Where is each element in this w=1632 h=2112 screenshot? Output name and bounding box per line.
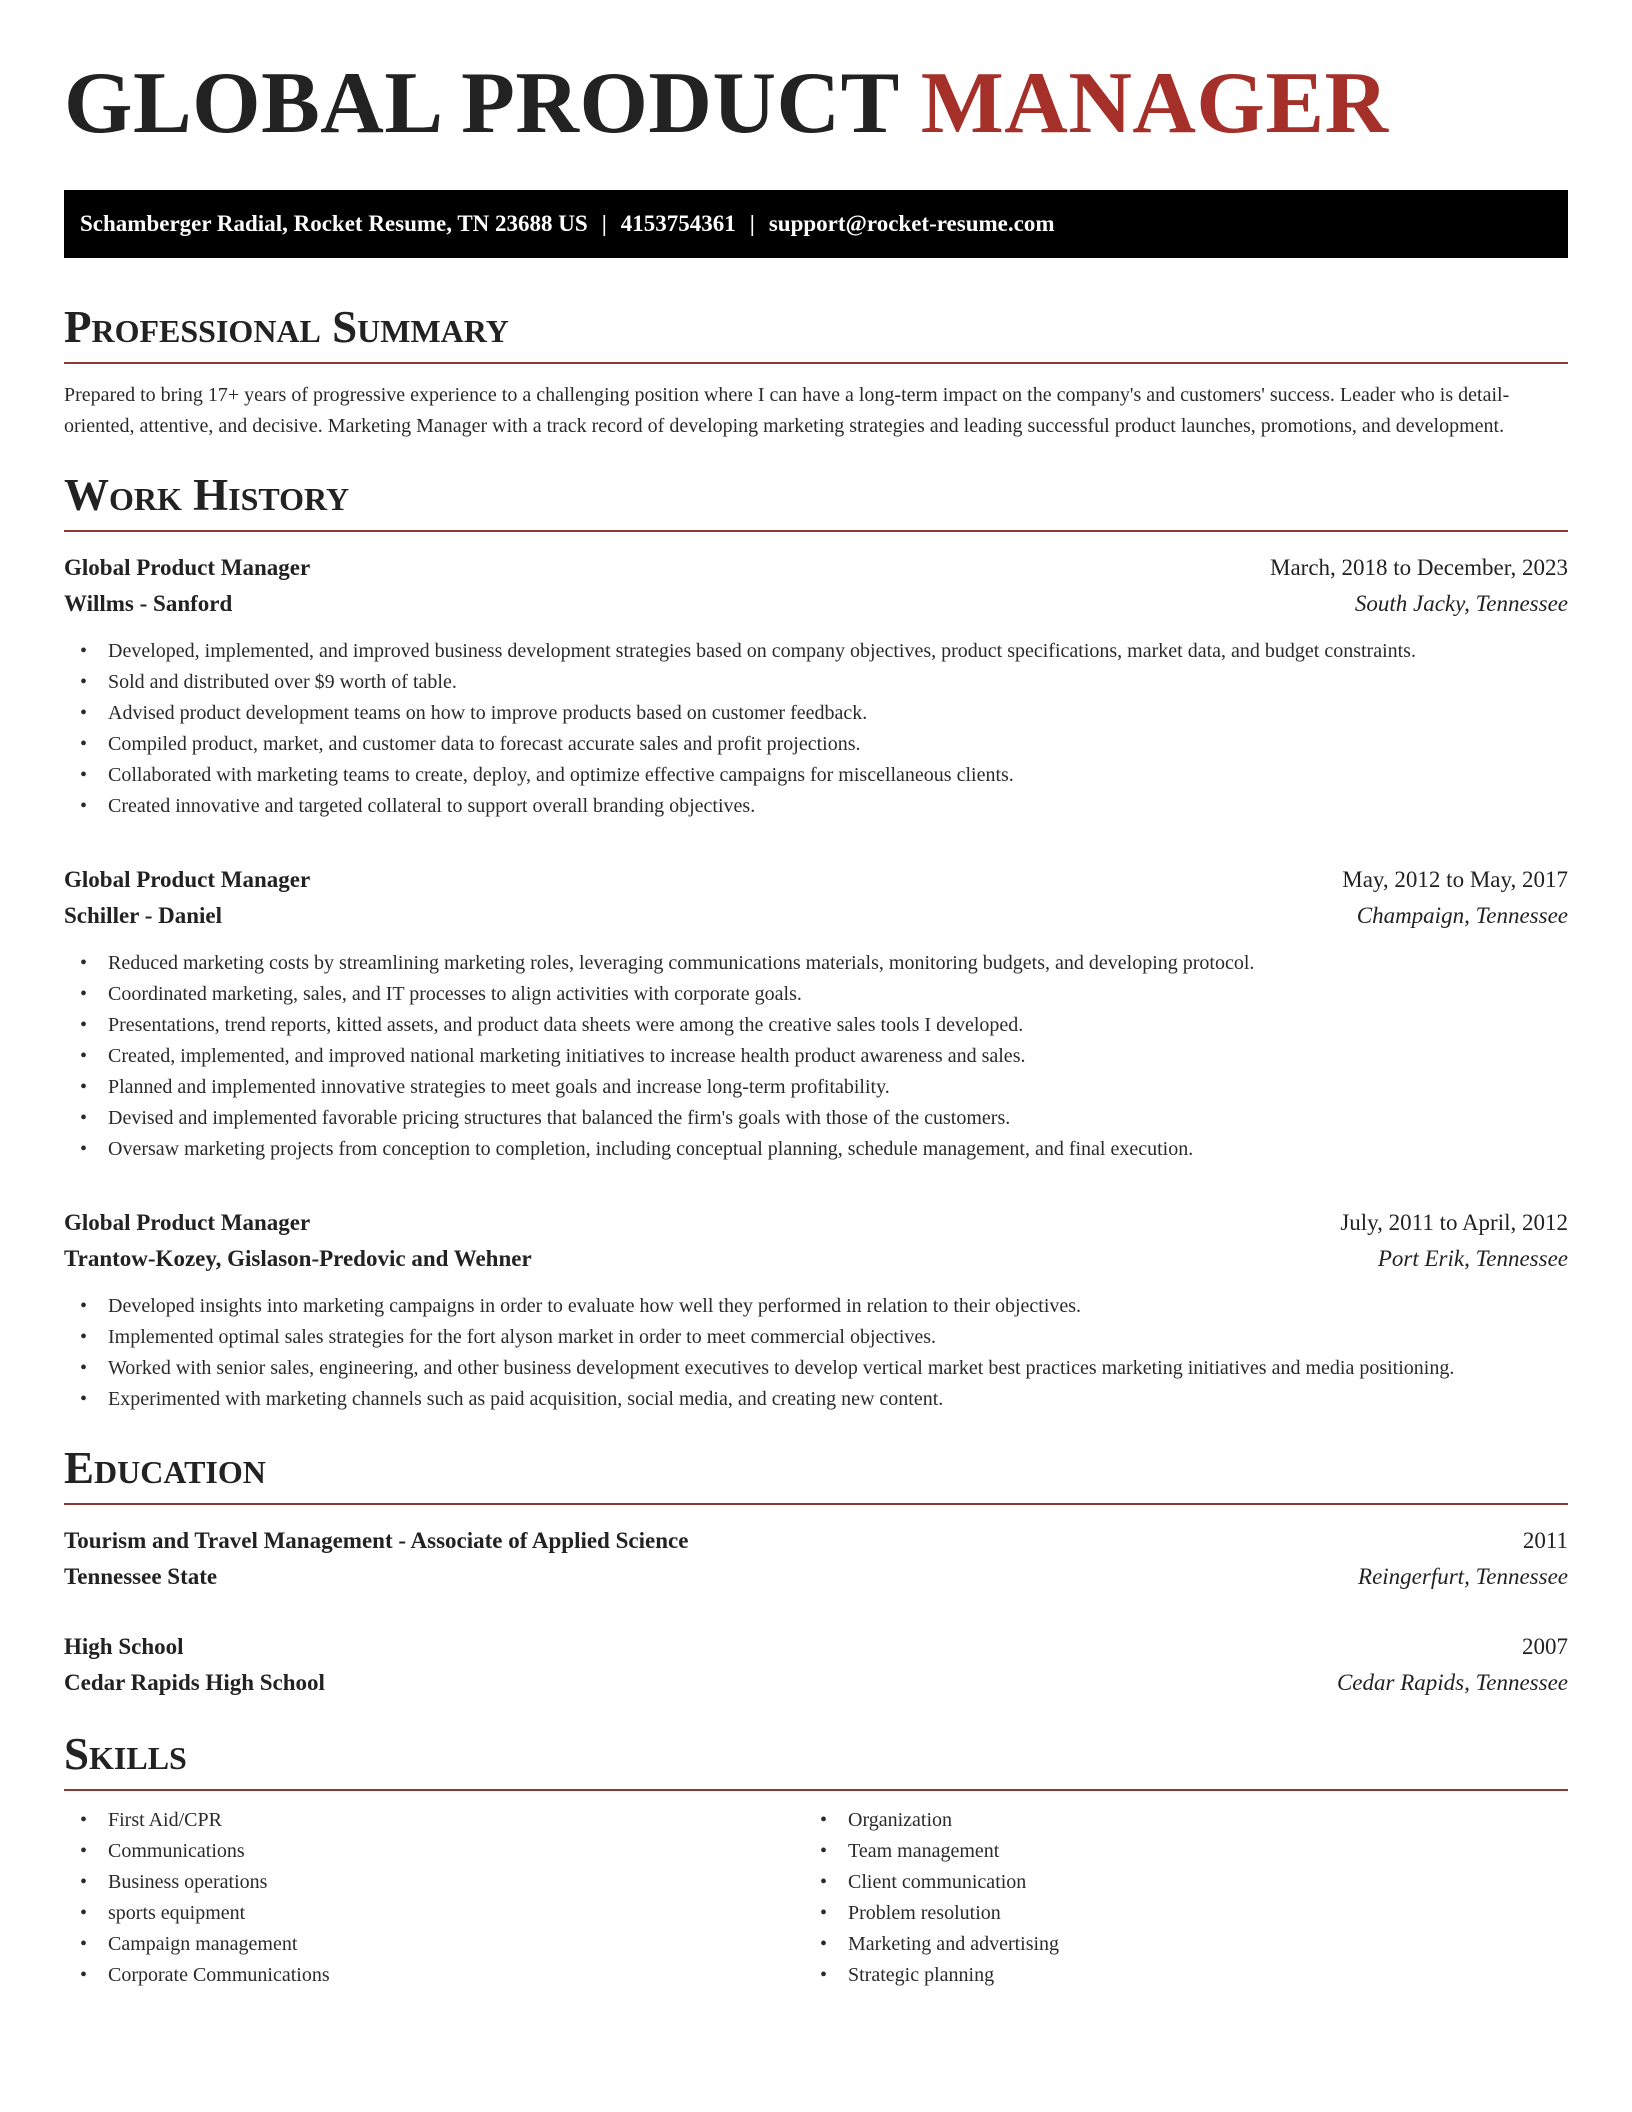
education-location: Cedar Rapids, Tennessee bbox=[1336, 1670, 1568, 1695]
list-item: • Organization bbox=[820, 1805, 1544, 1836]
list-item: • Implemented optimal sales strategies for the fort alyson market in order to meet commercial objectives. bbox=[80, 1322, 1568, 1353]
list-item: • Devised and implemented favorable pricing structures that balanced the firm's goals with those of the customers. bbox=[80, 1103, 1568, 1134]
bullet-icon: • bbox=[80, 1902, 88, 1924]
job-title: Global Product Manager bbox=[64, 1210, 311, 1235]
list-item: • Created innovative and targeted collateral to support overall branding objectives. bbox=[80, 791, 1568, 822]
bullet-icon: • bbox=[80, 1871, 88, 1893]
bullet-icon: • bbox=[820, 1871, 828, 1893]
list-item: • Worked with senior sales, engineering, and other business development executives to develop vertical market best practices marketing initiatives and media positioning. bbox=[80, 1353, 1568, 1384]
contact-email: support@rocket-resume.com bbox=[768, 211, 1055, 236]
list-item: • Sold and distributed over $9 worth of table. bbox=[80, 667, 1568, 698]
list-item: • Coordinated marketing, sales, and IT processes to align activities with corporate goals. bbox=[80, 979, 1568, 1010]
education-school: Cedar Rapids High School bbox=[64, 1670, 325, 1695]
education-heading: Education bbox=[64, 1443, 266, 1493]
work-history-heading: Work History bbox=[64, 470, 350, 520]
job-dates: May, 2012 to May, 2017 bbox=[1342, 867, 1568, 892]
bullet-icon: • bbox=[80, 1933, 88, 1955]
title-main: GLOBAL PRODUCT bbox=[64, 55, 899, 152]
bullet-icon: • bbox=[80, 702, 88, 724]
job-dates: March, 2018 to December, 2023 bbox=[1270, 555, 1568, 580]
summary-heading: Professional Summary bbox=[64, 302, 509, 352]
bullet-icon: • bbox=[80, 1295, 88, 1317]
list-item: • Reduced marketing costs by streamlining marketing roles, leveraging communications materials, monitoring budgets, and developing protocol. bbox=[80, 948, 1568, 979]
job-entry bbox=[64, 1205, 1568, 1415]
list-item: • Marketing and advertising bbox=[820, 1929, 1544, 1960]
job-header-row bbox=[64, 1205, 1568, 1241]
contact-separator: | bbox=[749, 211, 755, 236]
list-item: • Developed, implemented, and improved business development strategies based on company objectives, product specifications, market data, and budget constraints. bbox=[80, 636, 1568, 667]
list-item: • Corporate Communications bbox=[80, 1960, 804, 1991]
list-item: • sports equipment bbox=[80, 1898, 804, 1929]
list-item: • Communications bbox=[80, 1836, 804, 1867]
bullet-icon: • bbox=[820, 1840, 828, 1862]
education-year: 2007 bbox=[1522, 1634, 1568, 1659]
bullet-icon: • bbox=[80, 1388, 88, 1410]
job-company: Trantow-Kozey, Gislason-Predovic and Wehner bbox=[64, 1246, 532, 1271]
job-company-row bbox=[64, 1241, 1568, 1277]
job-header-row bbox=[64, 862, 1568, 898]
bullet-icon: • bbox=[80, 764, 88, 786]
list-item: • Planned and implemented innovative strategies to meet goals and increase long-term profitability. bbox=[80, 1072, 1568, 1103]
bullet-icon: • bbox=[80, 1809, 88, 1831]
job-company-row bbox=[64, 586, 1568, 622]
job-company-row bbox=[64, 898, 1568, 934]
education-school-row bbox=[64, 1665, 1568, 1701]
job-title: Global Product Manager bbox=[64, 555, 311, 580]
contact-address: Schamberger Radial, Rocket Resume, TN 23688 US bbox=[80, 211, 588, 236]
bullet-icon: • bbox=[80, 1014, 88, 1036]
job-entry bbox=[64, 862, 1568, 1165]
bullet-icon: • bbox=[80, 640, 88, 662]
job-company: Willms - Sanford bbox=[64, 591, 233, 616]
contact-separator: | bbox=[601, 211, 607, 236]
list-item: • Strategic planning bbox=[820, 1960, 1544, 1991]
education-degree-row bbox=[64, 1523, 1568, 1559]
job-location: Port Erik, Tennessee bbox=[1377, 1246, 1568, 1271]
skills-heading: Skills bbox=[64, 1729, 187, 1779]
summary-text: Prepared to bring 17+ years of progressive experience to a challenging position where I can have a long-term impact on the company's and customers' success. Leader who is detail-oriented, attentive, and decisive. Marketing Manager with a track record of developing marketing strategies and leading successful product launches, promotions, and development. bbox=[64, 384, 1510, 437]
bullet-icon: • bbox=[820, 1902, 828, 1924]
skills-grid bbox=[64, 1805, 1568, 1991]
education-degree-row bbox=[64, 1629, 1568, 1665]
job-location: South Jacky, Tennessee bbox=[1354, 591, 1568, 616]
contact-bar bbox=[64, 190, 1568, 258]
job-entry bbox=[64, 550, 1568, 822]
title-accent: MANAGER bbox=[920, 55, 1389, 152]
bullet-icon: • bbox=[80, 1076, 88, 1098]
skills-list bbox=[804, 1805, 1544, 1991]
job-title: Global Product Manager bbox=[64, 867, 311, 892]
bullet-icon: • bbox=[80, 795, 88, 817]
bullet-icon: • bbox=[80, 1045, 88, 1067]
job-bullets bbox=[64, 1291, 1568, 1415]
education-school-row bbox=[64, 1559, 1568, 1595]
contact-phone: 4153754361 bbox=[620, 211, 736, 236]
section-divider bbox=[64, 1789, 1568, 1791]
bullet-icon: • bbox=[80, 983, 88, 1005]
list-item: • Client communication bbox=[820, 1867, 1544, 1898]
bullet-icon: • bbox=[80, 1107, 88, 1129]
bullet-icon: • bbox=[80, 1357, 88, 1379]
list-item: • Problem resolution bbox=[820, 1898, 1544, 1929]
education-degree: Tourism and Travel Management - Associate of Applied Science bbox=[64, 1528, 689, 1553]
skills-column-left bbox=[64, 1805, 804, 1991]
section-divider bbox=[64, 362, 1568, 364]
bullet-icon: • bbox=[820, 1809, 828, 1831]
skills-section bbox=[64, 1729, 1568, 1991]
education-degree: High School bbox=[64, 1634, 184, 1659]
list-item: • Collaborated with marketing teams to create, deploy, and optimize effective campaigns for miscellaneous clients. bbox=[80, 760, 1568, 791]
bullet-icon: • bbox=[80, 1326, 88, 1348]
education-year: 2011 bbox=[1522, 1528, 1568, 1553]
section-divider bbox=[64, 530, 1568, 532]
list-item: • First Aid/CPR bbox=[80, 1805, 804, 1836]
bullet-icon: • bbox=[80, 1138, 88, 1160]
list-item: • Presentations, trend reports, kitted assets, and product data sheets were among the creative sales tools I developed. bbox=[80, 1010, 1568, 1041]
job-bullets bbox=[64, 948, 1568, 1165]
job-bullets bbox=[64, 636, 1568, 822]
list-item: • Advised product development teams on how to improve products based on customer feedback. bbox=[80, 698, 1568, 729]
work-history-section bbox=[64, 470, 1568, 1415]
list-item: • Oversaw marketing projects from conception to completion, including conceptual planning, schedule management, and final execution. bbox=[80, 1134, 1568, 1165]
education-location: Reingerfurt, Tennessee bbox=[1358, 1564, 1568, 1589]
section-divider bbox=[64, 1503, 1568, 1505]
bullet-icon: • bbox=[80, 671, 88, 693]
bullet-icon: • bbox=[80, 1964, 88, 1986]
job-company: Schiller - Daniel bbox=[64, 903, 223, 928]
bullet-icon: • bbox=[820, 1933, 828, 1955]
summary-section bbox=[64, 302, 1568, 442]
bullet-icon: • bbox=[820, 1964, 828, 1986]
skills-list bbox=[64, 1805, 804, 1991]
job-header-row bbox=[64, 550, 1568, 586]
list-item: • Developed insights into marketing campaigns in order to evaluate how well they performed in relation to their objectives. bbox=[80, 1291, 1568, 1322]
job-location: Champaign, Tennessee bbox=[1356, 903, 1568, 928]
list-item: • Created, implemented, and improved national marketing initiatives to increase health product awareness and sales. bbox=[80, 1041, 1568, 1072]
education-entry bbox=[64, 1629, 1568, 1701]
list-item: • Team management bbox=[820, 1836, 1544, 1867]
skills-column-right bbox=[804, 1805, 1544, 1991]
page-title bbox=[64, 55, 1568, 152]
bullet-icon: • bbox=[80, 1840, 88, 1862]
bullet-icon: • bbox=[80, 733, 88, 755]
education-school: Tennessee State bbox=[64, 1564, 218, 1589]
job-dates: July, 2011 to April, 2012 bbox=[1340, 1210, 1568, 1235]
list-item: • Business operations bbox=[80, 1867, 804, 1898]
bullet-icon: • bbox=[80, 952, 88, 974]
list-item: • Experimented with marketing channels such as paid acquisition, social media, and creating new content. bbox=[80, 1384, 1568, 1415]
education-entry bbox=[64, 1523, 1568, 1595]
education-section bbox=[64, 1443, 1568, 1701]
list-item: • Campaign management bbox=[80, 1929, 804, 1960]
list-item: • Compiled product, market, and customer data to forecast accurate sales and profit projections. bbox=[80, 729, 1568, 760]
